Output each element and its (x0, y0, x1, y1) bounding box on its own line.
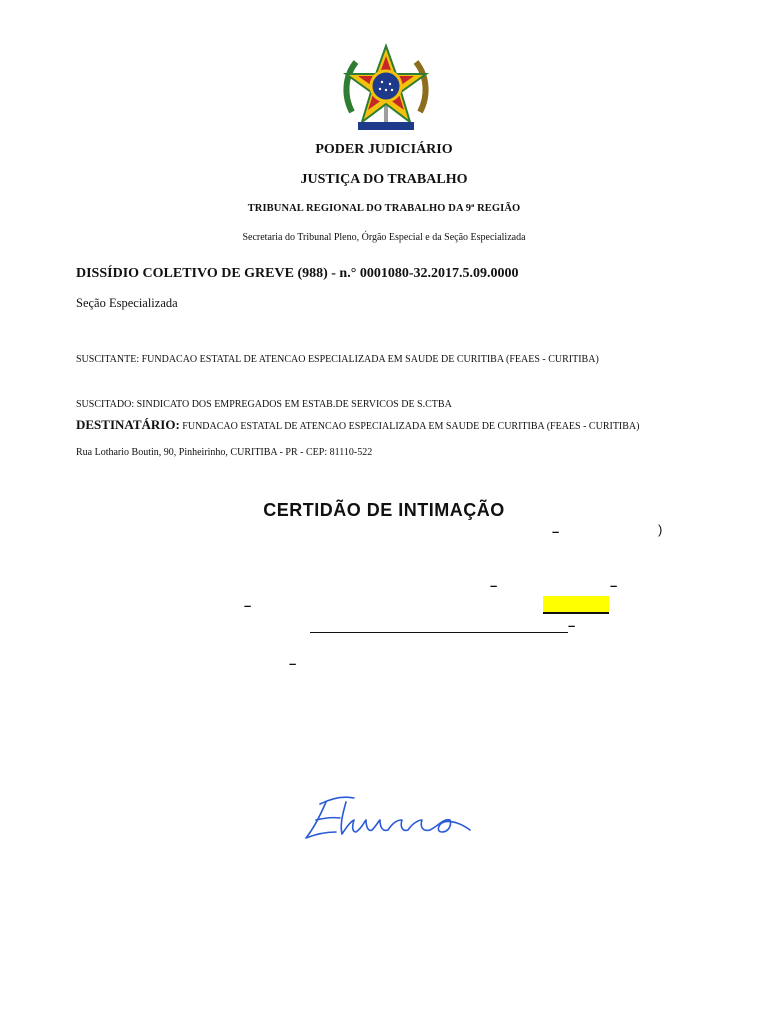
suscitante-text: SUSCITANTE: FUNDACAO ESTATAL DE ATENCAO ESPECIALIZADA EM SAUDE DE CURITIBA (FEAES - CURITIBA) (76, 354, 599, 365)
signature-image (292, 790, 482, 850)
dash-mark: – (244, 598, 252, 613)
destinatario-block (76, 418, 642, 434)
header-tribunal: TRIBUNAL REGIONAL DO TRABALHO DA 9ª REGIÃO (247, 203, 521, 214)
dash-mark: – (289, 656, 297, 671)
dash-mark: – (568, 618, 576, 633)
highlight-box (543, 596, 609, 614)
process-secao: Seção Especializada (76, 296, 178, 310)
suscitado-text: SUSCITADO: SINDICATO DOS EMPREGADOS EM ESTAB.DE SERVICOS DE S.CTBA (76, 399, 452, 410)
process-title: DISSÍDIO COLETIVO DE GREVE (988) - n.° 0001080-32.2017.5.09.0000 (76, 266, 519, 281)
header-justica: JUSTIÇA DO TRABALHO (300, 172, 468, 187)
brazil-coat-of-arms-icon (338, 42, 434, 134)
underline-rule (310, 632, 568, 633)
certidao-title: CERTIDÃO DE INTIMAÇÃO (263, 500, 505, 520)
address-text: Rua Lothario Boutin, 90, Pinheirinho, CURITIBA - PR - CEP: 81110-522 (76, 447, 373, 458)
paren-mark: ) (658, 522, 663, 537)
dash-mark: – (610, 578, 618, 593)
destinatario-text: FUNDACAO ESTATAL DE ATENCAO ESPECIALIZADA EM SAUDE DE CURITIBA (FEAES - CURITIBA) (182, 421, 640, 432)
header-poder: PODER JUDICIÁRIO (315, 142, 453, 157)
dash-mark: – (490, 578, 498, 593)
dash-mark: – (552, 524, 560, 539)
header-secretaria: Secretaria do Tribunal Pleno, Órgão Especial e da Seção Especializada (242, 232, 526, 243)
destinatario-label: DESTINATÁRIO: (76, 417, 180, 432)
